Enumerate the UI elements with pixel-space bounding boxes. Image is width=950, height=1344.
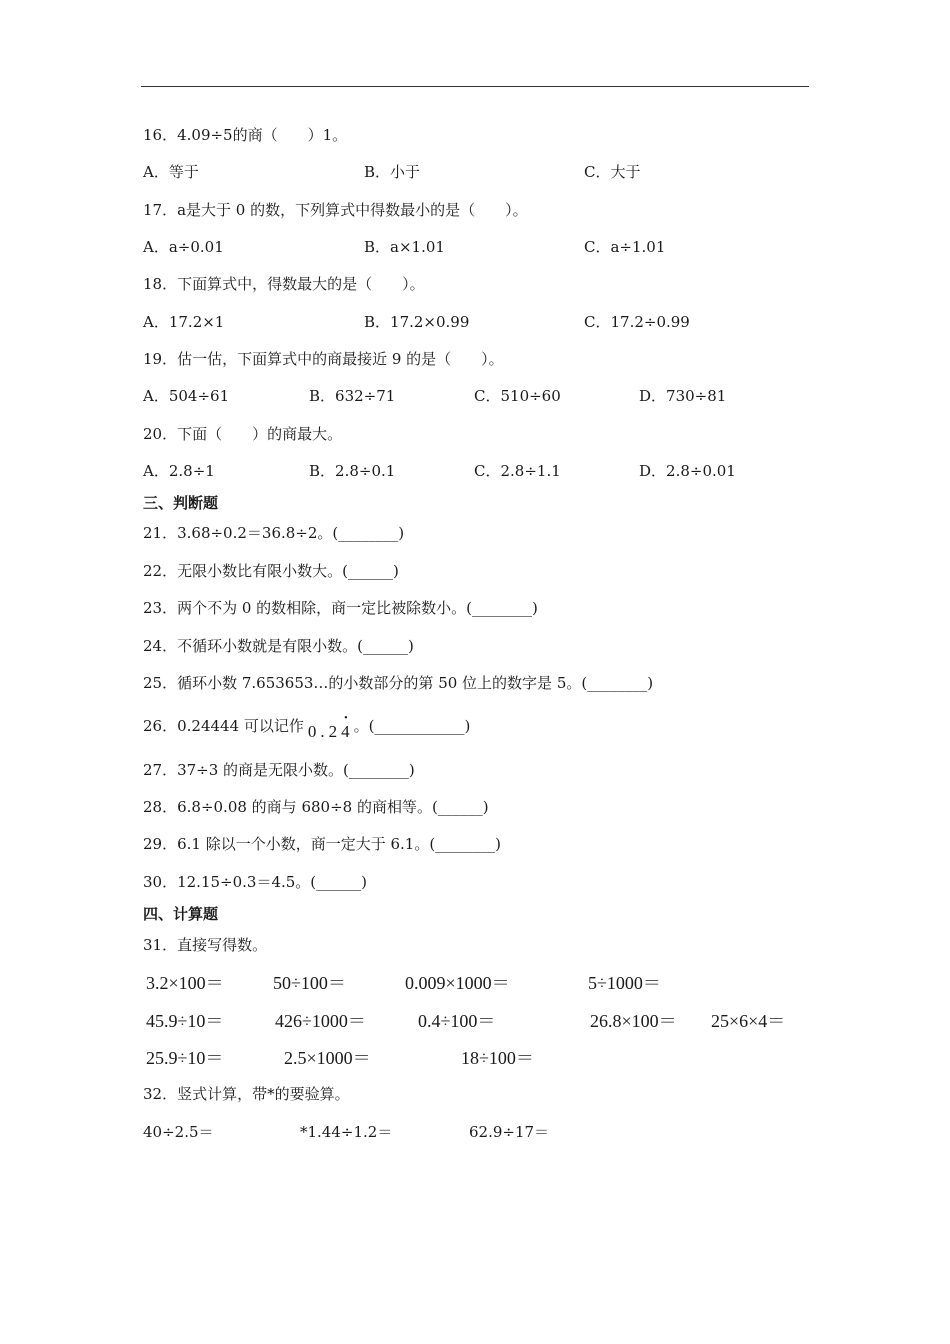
calc-item: 26.8×100＝ (590, 1011, 677, 1031)
question-19-option-c: C．510÷60 (474, 387, 561, 405)
question-17-option-a: A．a÷0.01 (143, 238, 224, 256)
vertical-calc-item: 40÷2.5＝ (143, 1123, 214, 1141)
calc-item: 25.9÷10＝ (146, 1048, 224, 1068)
section-heading-calculation: 四、计算题 (143, 905, 219, 923)
question-26 (143, 713, 471, 741)
question-19-option-a: A．504÷61 (143, 387, 230, 405)
question-31-stem: 31．直接写得数。 (143, 936, 268, 954)
question-19-option-d: D．730÷81 (639, 387, 727, 405)
question-16-option-b: B．小于 (364, 163, 421, 181)
question-17-option-b: B．a×1.01 (364, 238, 445, 256)
question-16-option-a: A．等于 (143, 163, 199, 181)
question-20-option-c: C．2.8÷1.1 (474, 462, 561, 480)
section-heading-judgment: 三、判断题 (143, 494, 219, 512)
repeating-dot: • (344, 713, 352, 724)
question-19-option-b: B．632÷71 (309, 387, 396, 405)
calc-item: 50÷100＝ (273, 973, 346, 993)
question-18-option-b: B．17.2×0.99 (364, 313, 470, 331)
calc-item: 18÷100＝ (461, 1048, 534, 1068)
question-18-option-c: C．17.2÷0.99 (584, 313, 690, 331)
question-23: 23．两个不为 0 的数相除，商一定比被除数小。(________) (143, 599, 538, 617)
calc-item: 426÷1000＝ (275, 1011, 366, 1031)
calc-item: 45.9÷10＝ (146, 1011, 224, 1031)
question-16-option-c: C．大于 (584, 163, 641, 181)
calc-item: 2.5×1000＝ (284, 1048, 371, 1068)
question-26-text: 26．0.24444 可以记作 (143, 717, 304, 735)
question-21: 21．3.68÷0.2＝36.8÷2。(________) (143, 524, 405, 542)
vertical-calc-item: 62.9÷17＝ (469, 1123, 550, 1141)
question-20-option-a: A．2.8÷1 (143, 462, 215, 480)
question-25: 25．循环小数 7.653653…的小数部分的第 50 位上的数字是 5。(________) (143, 674, 654, 692)
question-20-option-d: D．2.8÷0.01 (639, 462, 736, 480)
vertical-calc-item: *1.44÷1.2＝ (300, 1123, 393, 1141)
question-18-option-a: A．17.2×1 (143, 313, 225, 331)
repeating-decimal-digits: 0.24 (307, 722, 354, 741)
calc-item: 5÷1000＝ (588, 973, 661, 993)
question-24: 24．不循环小数就是有限小数。(______) (143, 637, 414, 655)
question-26-blank: 。(____________) (353, 717, 471, 735)
question-16-stem: 16．4.09÷5的商（ ）1。 (143, 126, 348, 144)
question-29: 29．6.1 除以一个小数，商一定大于 6.1。(________) (143, 835, 502, 853)
header-rule (141, 86, 809, 87)
calc-item: 25×6×4＝ (711, 1011, 786, 1031)
question-22: 22．无限小数比有限小数大。(______) (143, 562, 399, 580)
question-18-stem: 18．下面算式中，得数最大的是（ ）。 (143, 275, 425, 293)
question-27: 27．37÷3 的商是无限小数。(________) (143, 761, 415, 779)
question-30: 30．12.15÷0.3＝4.5。(______) (143, 873, 368, 891)
repeating-decimal (307, 713, 354, 742)
question-17-option-c: C．a÷1.01 (584, 238, 666, 256)
question-19-stem: 19．估一估，下面算式中的商最接近 9 的是（ ）。 (143, 350, 504, 368)
calc-item: 0.009×1000＝ (405, 973, 510, 993)
question-20-option-b: B．2.8÷0.1 (309, 462, 396, 480)
question-32-stem: 32．竖式计算，带*的要验算。 (143, 1085, 350, 1103)
calc-item: 0.4÷100＝ (418, 1011, 496, 1031)
question-17-stem: 17．a是大于 0 的数，下列算式中得数最小的是（ ）。 (143, 201, 528, 219)
calc-item: 3.2×100＝ (146, 973, 224, 993)
question-28: 28．6.8÷0.08 的商与 680÷8 的商相等。(______) (143, 798, 489, 816)
question-20-stem: 20．下面（ ）的商最大。 (143, 425, 343, 443)
